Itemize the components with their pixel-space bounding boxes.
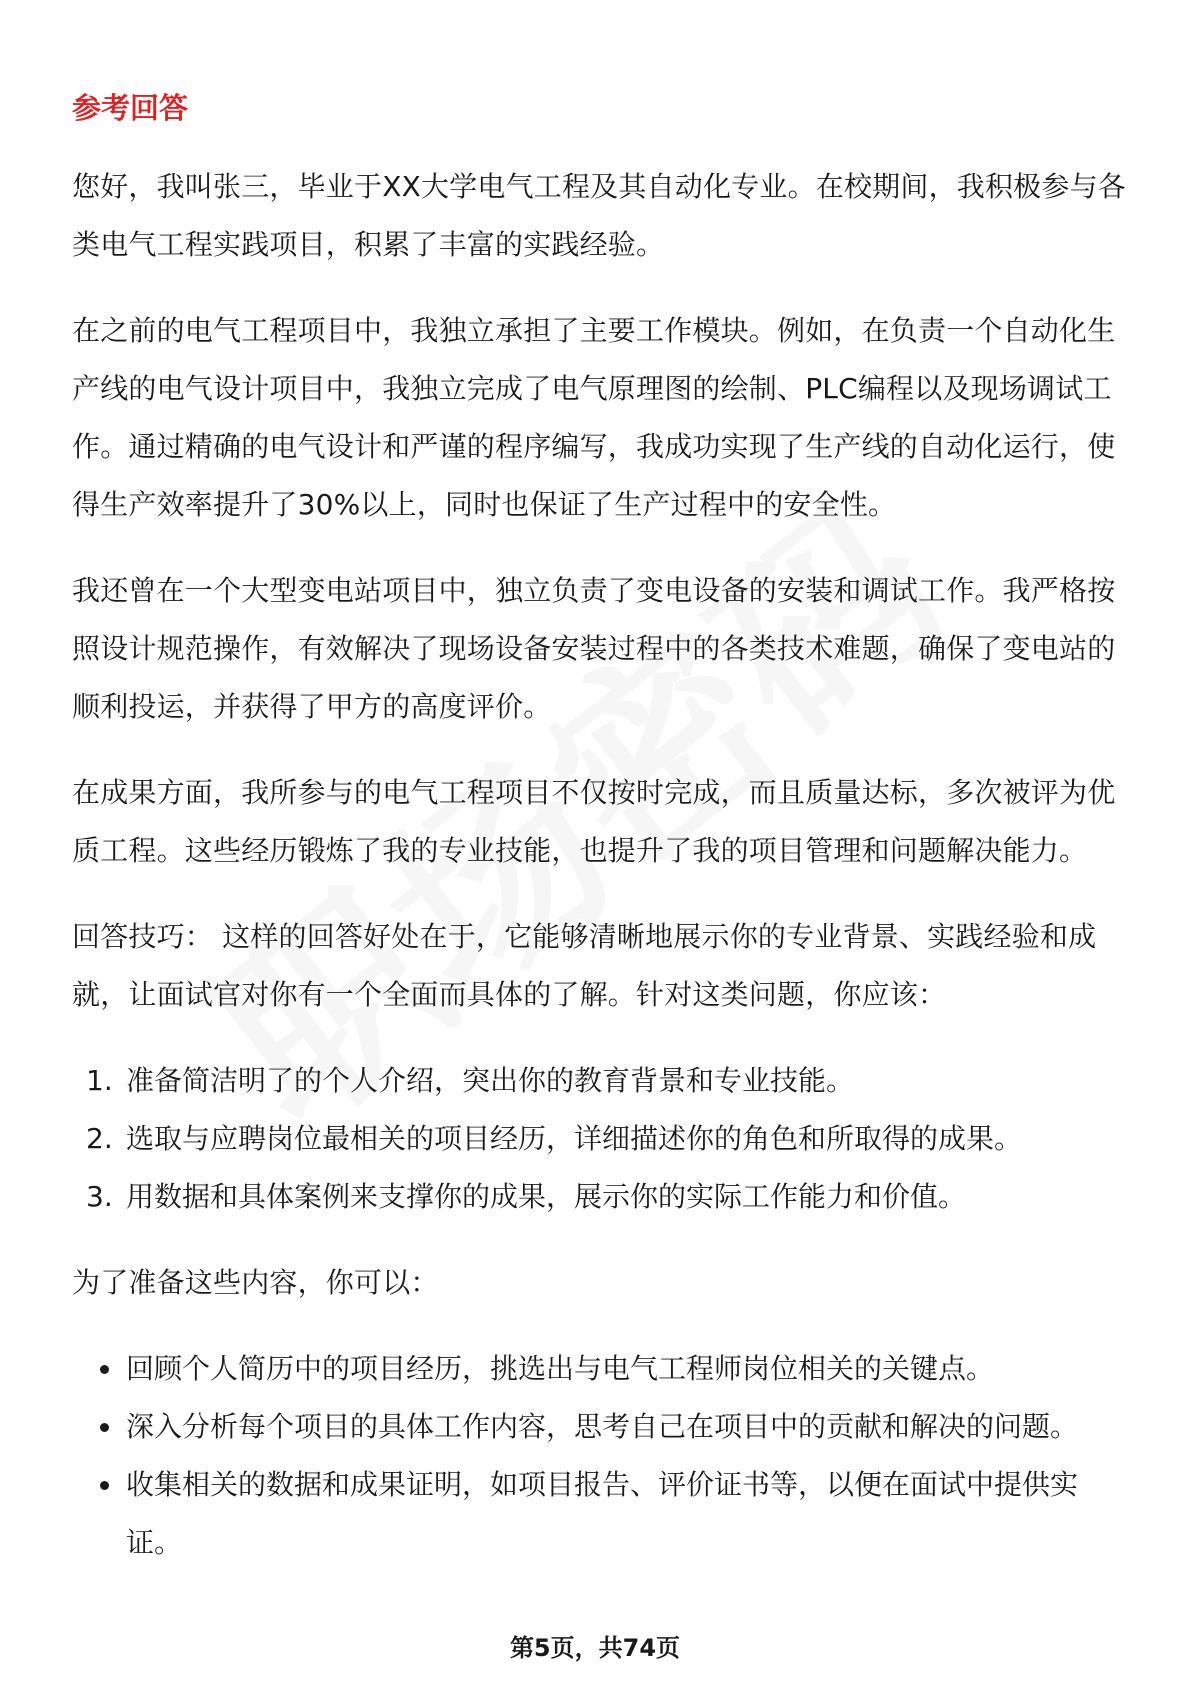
- list-item-text: 准备简洁明了的个人介绍，突出你的教育背景和专业技能。: [126, 1064, 855, 1097]
- paragraph-results: 在成果方面，我所参与的电气工程项目不仅按时完成，而且质量达标，多次被评为优质工程。这些经历锻炼了我的专业技能，也提升了我的项目管理和问题解决能力。: [72, 776, 1116, 867]
- list-item: [72, 1398, 1128, 1456]
- list-item: [72, 1340, 1128, 1398]
- paragraph-tips: 回答技巧： 这样的回答好处在于，它能够清晰地展示你的专业背景、实践经验和成就，让面试官对你有一个全面而具体的了解。针对这类问题，你应该：: [72, 920, 1097, 1011]
- list-number: 1.: [86, 1064, 113, 1097]
- section-heading: 参考回答: [72, 91, 189, 125]
- list-item-text: 收集相关的数据和成果证明，如项目报告、评价证书等，以便在面试中提供实证。: [126, 1468, 1079, 1559]
- list-item: [72, 1168, 1128, 1226]
- document-page: [72, 88, 1128, 1600]
- bullet-icon: [100, 1423, 109, 1432]
- list-item: [72, 1110, 1128, 1168]
- prep-bullet-list: [72, 1340, 1128, 1572]
- list-number: 2.: [86, 1122, 113, 1155]
- list-item: [72, 1052, 1128, 1110]
- bullet-icon: [100, 1365, 109, 1374]
- paragraph-project-1: 在之前的电气工程项目中，我独立承担了主要工作模块。例如，在负责一个自动化生产线的电气设计项目中，我独立完成了电气原理图的绘制、PLC编程以及现场调试工作。通过精确的电气设计和严谨的程序编写，我成功实现了生产线的自动化运行，使得生产效率提升了30%以上，同时也保证了生产过程中的安全性。: [72, 314, 1116, 521]
- paragraph-prep-intro: 为了准备这些内容，你可以：: [72, 1266, 439, 1299]
- paragraph-intro: 您好，我叫张三，毕业于XX大学电气工程及其自动化专业。在校期间，我积极参与各类电气工程实践项目，积累了丰富的实践经验。: [72, 170, 1126, 261]
- list-item-text: 回顾个人简历中的项目经历，挑选出与电气工程师岗位相关的关键点。: [126, 1352, 995, 1385]
- bullet-icon: [100, 1481, 109, 1490]
- list-number: 3.: [86, 1180, 113, 1213]
- list-item-text: 用数据和具体案例来支撑你的成果，展示你的实际工作能力和价值。: [126, 1180, 967, 1213]
- paragraph-project-2: 我还曾在一个大型变电站项目中，独立负责了变电设备的安装和调试工作。我严格按照设计规范操作，有效解决了现场设备安装过程中的各类技术难题，确保了变电站的顺利投运，并获得了甲方的高度评价。: [72, 574, 1116, 723]
- list-item: [72, 1456, 1128, 1572]
- list-item-text: 深入分析每个项目的具体工作内容，思考自己在项目中的贡献和解决的问题。: [126, 1410, 1079, 1443]
- page-footer: 第5页，共74页: [509, 1634, 681, 1662]
- list-item-text: 选取与应聘岗位最相关的项目经历，详细描述你的角色和所取得的成果。: [126, 1122, 1023, 1155]
- tips-ordered-list: [72, 1052, 1128, 1226]
